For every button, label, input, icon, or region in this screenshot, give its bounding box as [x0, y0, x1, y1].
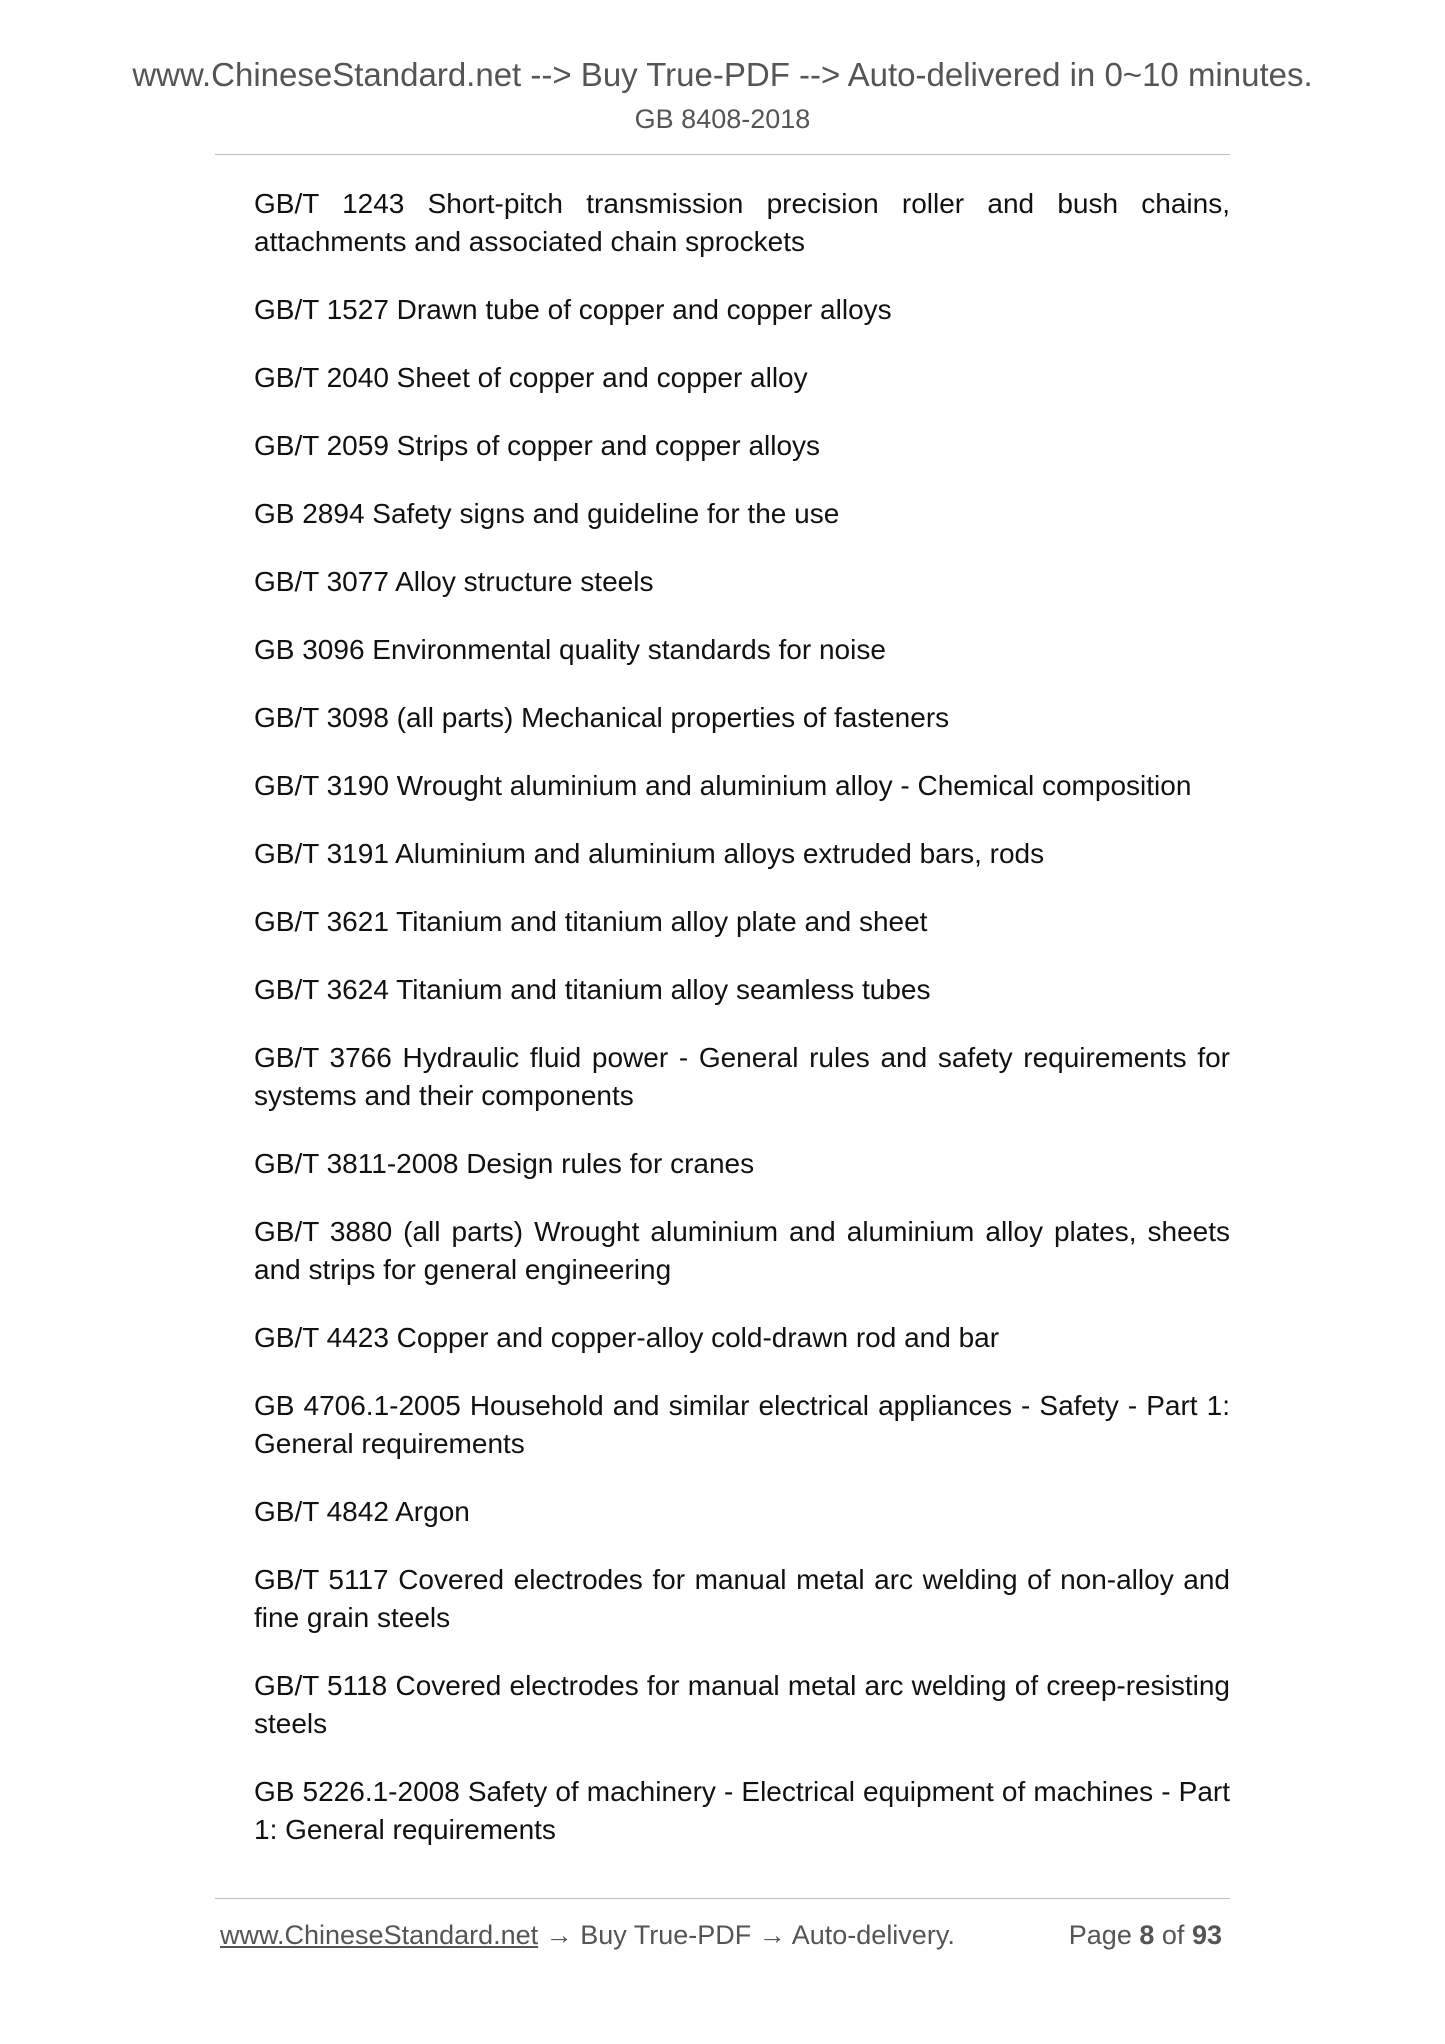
reference-list	[254, 185, 1230, 1879]
footer-tagline: → Buy True-PDF → Auto-delivery.	[538, 1920, 955, 1950]
footer-divider	[215, 1898, 1230, 1899]
reference-item: GB/T 1527 Drawn tube of copper and copper alloys	[254, 294, 892, 325]
reference-item: GB/T 4423 Copper and copper-alloy cold-drawn rod and bar	[254, 1322, 1000, 1353]
header-banner: www.ChineseStandard.net --> Buy True-PDF --> Auto-delivered in 0~10 minutes.	[132, 56, 1313, 93]
reference-item: GB/T 3098 (all parts) Mechanical properties of fasteners	[254, 702, 950, 733]
reference-item: GB/T 4842 Argon	[254, 1496, 470, 1527]
reference-item: GB/T 3766 Hydraulic fluid power - General rules and safety requirements for systems and their components	[254, 1042, 1230, 1111]
reference-item: GB 5226.1-2008 Safety of machinery - Electrical equipment of machines - Part 1: General requirements	[254, 1776, 1230, 1845]
page-counter	[1069, 1920, 1222, 1951]
reference-item: GB/T 3191 Aluminium and aluminium alloys extruded bars, rods	[254, 838, 1045, 869]
current-page-number: 8	[1139, 1920, 1155, 1950]
of-label: of	[1161, 1920, 1185, 1950]
reference-item: GB/T 5118 Covered electrodes for manual metal arc welding of creep-resisting steels	[254, 1670, 1230, 1739]
reference-item: GB 4706.1-2005 Household and similar electrical appliances - Safety - Part 1: General requirements	[254, 1390, 1230, 1459]
page-label: Page	[1068, 1920, 1132, 1950]
reference-item: GB/T 3811-2008 Design rules for cranes	[254, 1148, 755, 1179]
reference-item: GB/T 3624 Titanium and titanium alloy seamless tubes	[254, 974, 931, 1005]
reference-item: GB/T 3190 Wrought aluminium and aluminium alloy - Chemical composition	[254, 770, 1192, 801]
reference-item: GB/T 1243 Short-pitch transmission precision roller and bush chains, attachments and associated chain sprockets	[254, 188, 1230, 257]
reference-item: GB/T 2040 Sheet of copper and copper alloy	[254, 362, 808, 393]
reference-item: GB/T 3880 (all parts) Wrought aluminium and aluminium alloy plates, sheets and strips for general engineering	[254, 1216, 1230, 1285]
reference-item: GB/T 5117 Covered electrodes for manual metal arc welding of non-alloy and fine grain steels	[254, 1564, 1230, 1633]
reference-item: GB/T 2059 Strips of copper and copper alloys	[254, 430, 821, 461]
total-pages: 93	[1191, 1920, 1222, 1950]
page-footer	[220, 1920, 1230, 1951]
header-divider	[215, 154, 1230, 155]
site-link[interactable]: www.ChineseStandard.net	[220, 1920, 539, 1950]
reference-item: GB 2894 Safety signs and guideline for the use	[254, 498, 840, 529]
reference-item: GB 3096 Environmental quality standards for noise	[254, 634, 886, 665]
standard-number: GB 8408-2018	[634, 104, 811, 134]
reference-item: GB/T 3077 Alloy structure steels	[254, 566, 654, 597]
reference-item: GB/T 3621 Titanium and titanium alloy plate and sheet	[254, 906, 928, 937]
